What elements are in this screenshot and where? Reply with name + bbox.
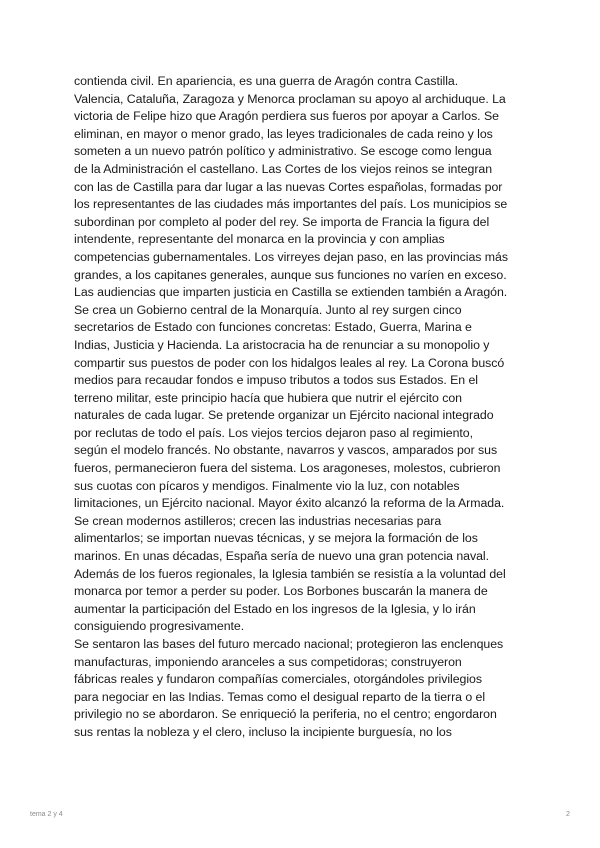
text-line: consiguiendo progresivamente.	[74, 619, 245, 634]
text-line: limitaciones, un Ejército nacional. Mayor éxito alcanzó la reforma de la Armada.	[74, 496, 505, 511]
text-line: según el modelo francés. No obstante, navarros y vascos, amparados por sus	[74, 443, 498, 458]
text-line: los representantes de las ciudades más importantes del país. Los municipios se	[74, 197, 508, 212]
text-line: Se sentaron las bases del futuro mercado nacional; protegieron las enclenques	[74, 637, 504, 651]
text-line: medios para recaudar fondos e impuso tributos a todos sus Estados. En el	[74, 373, 478, 388]
text-line: Además de los fueros regionales, la Iglesia también se resistía a la voluntad del	[74, 566, 506, 581]
text-line: Indias, Justicia y Hacienda. La aristocracia ha de renunciar a su monopolio y	[74, 337, 490, 352]
text-line: privilegio no se abordaron. Se enriqueció la periferia, no el centro; engordaron	[74, 707, 497, 722]
text-line: victoria de Felipe hizo que Aragón perdiera sus fueros por apoyar a Carlos. Se	[74, 109, 499, 124]
text-line: naturales de cada lugar. Se pretende organizar un Ejército nacional integrado	[74, 408, 494, 423]
text-line: grandes, a los capitanes generales, aunque sus funciones no varíen en exceso.	[74, 267, 507, 282]
text-line: con las de Castilla para dar lugar a las nuevas Cortes españolas, formadas por	[74, 179, 503, 194]
text-line: fábricas reales y fundaron compañías comerciales, otorgándoles privilegios	[74, 672, 482, 687]
text-line: Se crea un Gobierno central de la Monarquía. Junto al rey surgen cinco	[74, 302, 462, 317]
text-line: alimentarlos; se importan nuevas técnicas, y se mejora la formación de los	[74, 531, 478, 546]
text-line: terreno militar, este principio hacía que hubiera que nutrir el ejército con	[74, 390, 462, 405]
text-line: manufacturas, imponiendo aranceles a sus competidoras; construyeron	[74, 654, 462, 669]
footer-label: tema 2 y 4	[30, 811, 63, 818]
text-line: monarca por temor a perder su poder. Los Borbones buscarán la manera de	[74, 584, 488, 599]
text-line: de la Administración el castellano. Las Cortes de los viejos reinos se integran	[74, 161, 493, 176]
body-text	[74, 73, 544, 742]
text-line: por reclutas de todo el país. Los viejos tercios dejaron paso al regimiento,	[74, 425, 473, 440]
text-line: sus cuotas con pícaros y mendigos. Finalmente vio la luz, con notables	[74, 478, 460, 493]
text-line: Las audiencias que imparten justicia en Castilla se extienden también a Aragón.	[74, 285, 508, 300]
text-line: someten a un nuevo patrón político y administrativo. Se escoge como lengua	[74, 144, 492, 159]
text-line: Valencia, Cataluña, Zaragoza y Menorca proclaman su apoyo al archiduque. La	[74, 91, 506, 106]
page-number: 2	[566, 811, 570, 818]
text-line: competencias gubernamentales. Los virreyes dejan paso, en las provincias más	[74, 249, 508, 264]
text-line: Se crean modernos astilleros; crecen las industrias necesarias para	[74, 513, 442, 528]
text-line: secretarios de Estado con funciones concretas: Estado, Guerra, Marina e	[74, 320, 472, 335]
text-line: compartir sus puestos de poder con los hidalgos leales al rey. La Corona buscó	[74, 355, 505, 370]
text-line: subordinan por completo al poder del rey. Se importa de Francia la figura del	[74, 214, 490, 229]
text-line: para negociar en las Indias. Temas como el desigual reparto de la tierra o el	[74, 689, 486, 704]
text-line: contienda civil. En apariencia, es una guerra de Aragón contra Castilla.	[74, 74, 459, 88]
text-line: aumentar la participación del Estado en los ingresos de la Iglesia, y lo irán	[74, 601, 476, 616]
text-line: eliminan, en mayor o menor grado, las leyes tradicionales de cada reino y los	[74, 126, 493, 141]
text-line: intendente, representante del monarca en la provincia y con amplias	[74, 232, 445, 247]
text-line: marinos. En unas décadas, España sería de nuevo una gran potencia naval.	[74, 549, 489, 564]
text-line: sus rentas la nobleza y el clero, incluso la incipiente burguesía, no los	[74, 724, 452, 739]
text-line: fueros, permanecieron fuera del sistema. Los aragoneses, molestos, cubrieron	[74, 461, 501, 476]
